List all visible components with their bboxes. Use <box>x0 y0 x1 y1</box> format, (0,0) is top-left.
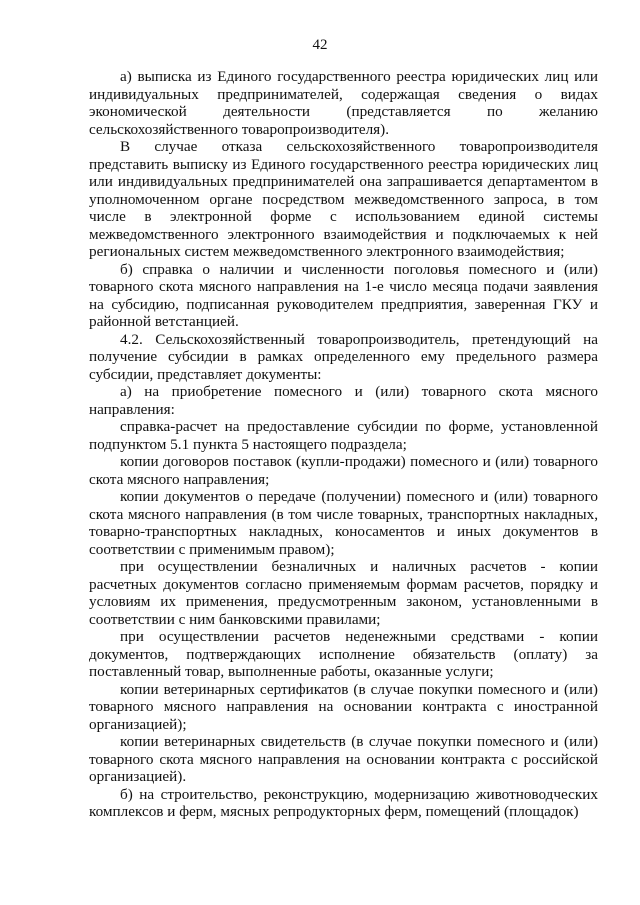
paragraph-extract-option: а) выписка из Единого государственного реестра юридических лиц или индивидуальных предпринимателей, содержащая сведения о видах экономической деятельности (представляется по желанию сельскохозяйственного товаропроизводителя). <box>89 68 598 138</box>
paragraph-supply-contracts: копии договоров поставок (купли-продажи) помесного и (или) товарного скота мясного направления; <box>89 453 598 488</box>
document-body <box>89 68 598 821</box>
paragraph-cash-payments: при осуществлении безналичных и наличных расчетов - копии расчетных документов согласно применяемым формам расчетов, порядку и условиям их применения, предусмотренным законом, установленными в соответствии с ним банковскими правилами; <box>89 558 598 628</box>
paragraph-non-cash-payments: при осуществлении расчетов неденежными средствами - копии документов, подтверждающих исполнение обязательств (оплату) за поставленный товар, выполненные работы, оказанные услуги; <box>89 628 598 680</box>
paragraph-calculation-certificate: справка-расчет на предоставление субсидии по форме, установленной подпунктом 5.1 пункта 5 настоящего подраздела; <box>89 418 598 453</box>
paragraph-refusal-case: В случае отказа сельскохозяйственного товаропроизводителя представить выписку из Единого государственного реестра юридических лиц или индивидуальных предпринимателей она запрашивается департаментом в уполномоченном органе посредством межведомственного запроса, в том числе в электронной форме с использованием единой системы межведомственного электронного взаимодействия и подключаемых к ней региональных систем межведомственного электронного взаимодействия; <box>89 138 598 260</box>
paragraph-vet-certificates: копии ветеринарных сертификатов (в случае покупки помесного и (или) товарного мясного направления на основании контракта с иностранной организацией); <box>89 680 598 733</box>
paragraph-vet-testimonials: копии ветеринарных свидетельств (в случае покупки помесного и (или) товарного скота мясного направления на основании контракта с российской организацией). <box>89 733 598 785</box>
paragraph-item-b-construction: б) на строительство, реконструкцию, модернизацию животноводческих комплексов и ферм, мясных репродукторных ферм, помещений (площадок) <box>89 785 598 820</box>
paragraph-livestock-certificate: б) справка о наличии и численности поголовья помесного и (или) товарного скота мясного направления на 1-е число месяца подачи заявления на субсидию, подписанная руководителем предприятия, заверенная ГКУ и районной ветстанцией. <box>89 260 598 330</box>
paragraph-transfer-documents: копии документов о передаче (получении) помесного и (или) товарного скота мясного направления (в том числе товарных, транспортных накладных, товарно-транспортных накладных, коносаментов и иных документов в соответствии с применимым правом); <box>89 488 598 558</box>
page-number: 42 <box>312 37 328 53</box>
paragraph-section-4-2: 4.2. Сельскохозяйственный товаропроизводитель, претендующий на получение субсидии в рамках определенного ему предельного размера субсидии, представляет документы: <box>89 330 598 383</box>
paragraph-item-a-purchase: а) на приобретение помесного и (или) товарного скота мясного направления: <box>89 383 598 418</box>
